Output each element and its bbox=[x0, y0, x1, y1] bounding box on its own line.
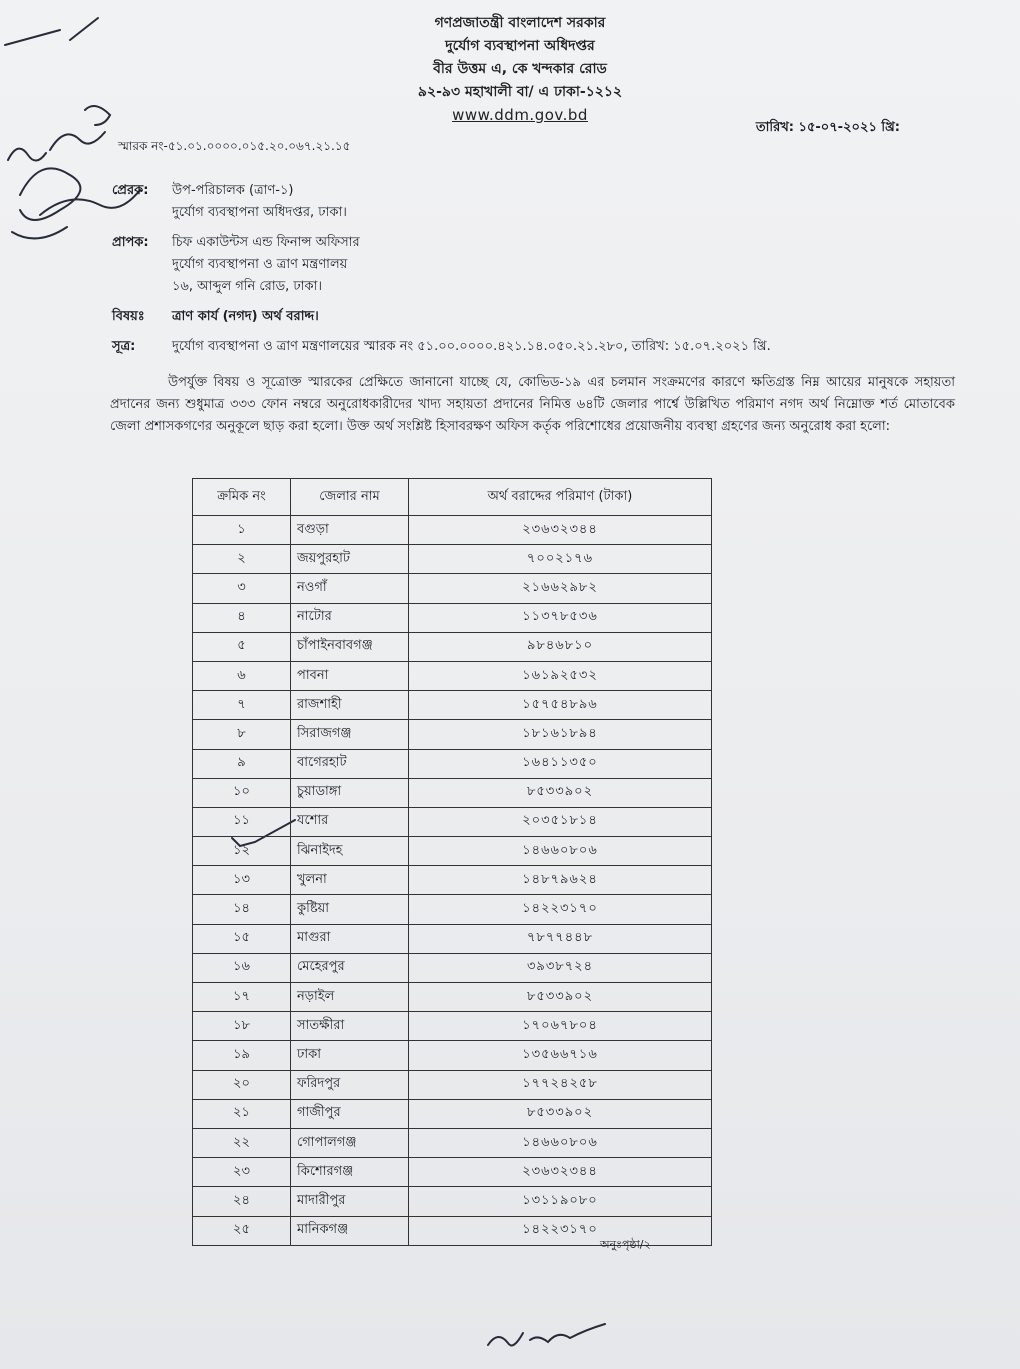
serial-cell: ৩ bbox=[193, 574, 291, 603]
amount-cell: ১৬৪১১৩৫০ bbox=[409, 749, 712, 778]
table-row bbox=[193, 924, 712, 953]
serial-cell: ১০ bbox=[193, 778, 291, 807]
serial-cell: ১ bbox=[193, 516, 291, 545]
table-row bbox=[193, 983, 712, 1012]
district-cell: গোপালগঞ্জ bbox=[291, 1128, 409, 1157]
serial-cell: ১৯ bbox=[193, 1041, 291, 1070]
serial-cell: ১৪ bbox=[193, 895, 291, 924]
serial-cell: ২২ bbox=[193, 1128, 291, 1157]
amount-cell: ১৪২২৩১৭০ bbox=[409, 895, 712, 924]
district-cell: বাগেরহাট bbox=[291, 749, 409, 778]
continuation-note: অনুঃপৃষ্ঠা/২ bbox=[600, 1238, 651, 1251]
recipient-block bbox=[172, 232, 360, 298]
serial-cell: ২০ bbox=[193, 1070, 291, 1099]
amount-cell: ১৪২২৩১৭০ bbox=[409, 1216, 712, 1245]
amount-cell: ১৭০৬৭৮০৪ bbox=[409, 1012, 712, 1041]
letter-date: তারিখ: ১৫-০৭-২০২১ খ্রি: bbox=[755, 120, 900, 135]
district-cell: ফরিদপুর bbox=[291, 1070, 409, 1099]
amount-cell: ৭৮৭৭৪৪৮ bbox=[409, 924, 712, 953]
serial-cell: ৫ bbox=[193, 632, 291, 661]
district-cell: মেহেরপুর bbox=[291, 953, 409, 982]
col-header-district: জেলার নাম bbox=[291, 479, 409, 516]
table-row bbox=[193, 866, 712, 895]
table-row bbox=[193, 545, 712, 574]
table-row bbox=[193, 807, 712, 836]
serial-cell: ১১ bbox=[193, 807, 291, 836]
subject-label: বিষয়ঃ bbox=[112, 309, 145, 324]
government-name: গণপ্রজাতন্ত্রী বাংলাদেশ সরকার bbox=[434, 15, 606, 31]
district-cell: নাটোর bbox=[291, 603, 409, 632]
district-cell: মানিকগঞ্জ bbox=[291, 1216, 409, 1245]
table-header-row bbox=[193, 479, 712, 516]
table-row bbox=[193, 1070, 712, 1099]
district-cell: কুষ্টিয়া bbox=[291, 895, 409, 924]
amount-cell: ১৬১৯২৫৩২ bbox=[409, 661, 712, 690]
amount-cell: ২১৬৬২৯৮২ bbox=[409, 574, 712, 603]
district-cell: গাজীপুর bbox=[291, 1099, 409, 1128]
district-cell: বগুড়া bbox=[291, 516, 409, 545]
serial-cell: ৪ bbox=[193, 603, 291, 632]
table-row bbox=[193, 749, 712, 778]
recipient-title: চিফ একাউন্টস এন্ড ফিনান্স অফিসার bbox=[172, 235, 360, 250]
amount-cell: ১৪৬৬০৮০৬ bbox=[409, 837, 712, 866]
district-cell: কিশোরগঞ্জ bbox=[291, 1158, 409, 1187]
letterhead bbox=[300, 12, 740, 127]
sender-office: দুর্যোগ ব্যবস্থাপনা অধিদপ্তর, ঢাকা। bbox=[172, 205, 347, 220]
table-row bbox=[193, 661, 712, 690]
amount-cell: ১৫৭৫৪৮৯৬ bbox=[409, 691, 712, 720]
serial-cell: ১৩ bbox=[193, 866, 291, 895]
table-row bbox=[193, 720, 712, 749]
table-row bbox=[193, 1099, 712, 1128]
signature-bottom bbox=[488, 1324, 605, 1345]
serial-cell: ১৬ bbox=[193, 953, 291, 982]
col-header-amount: অর্থ বরাদ্দের পরিমাণ (টাকা) bbox=[409, 479, 712, 516]
handwritten-note bbox=[8, 106, 110, 161]
sender-label: প্রেরক: bbox=[112, 183, 149, 198]
recipient-label: প্রাপক: bbox=[112, 235, 149, 250]
table-row bbox=[193, 953, 712, 982]
serial-cell: ৬ bbox=[193, 661, 291, 690]
amount-cell: ৮৫৩৩৯০২ bbox=[409, 983, 712, 1012]
memo-number: স্মারক নং-৫১.০১.০০০০.০১৫.২০.০৬৭.২১.১৫ bbox=[118, 139, 351, 153]
amount-cell: ২৩৬৩২৩৪৪ bbox=[409, 516, 712, 545]
amount-cell: ৭০০২১৭৬ bbox=[409, 545, 712, 574]
department-name: দুর্যোগ ব্যবস্থাপনা অধিদপ্তর bbox=[445, 38, 595, 54]
allocation-table bbox=[192, 478, 712, 1246]
amount-cell: ১৭৭২৪২৫৮ bbox=[409, 1070, 712, 1099]
table-row bbox=[193, 603, 712, 632]
amount-cell: ২০৩৫১৮১৪ bbox=[409, 807, 712, 836]
district-cell: ঢাকা bbox=[291, 1041, 409, 1070]
amount-cell: ১১৩৭৮৫৩৬ bbox=[409, 603, 712, 632]
district-cell: সিরাজগঞ্জ bbox=[291, 720, 409, 749]
amount-cell: ১৩১১৯০৮০ bbox=[409, 1187, 712, 1216]
serial-cell: ১৫ bbox=[193, 924, 291, 953]
district-cell: মাদারীপুর bbox=[291, 1187, 409, 1216]
address-line-2: ৯২-৯৩ মহাখালী বা/ এ ঢাকা-১২১২ bbox=[417, 84, 623, 100]
district-cell: চাঁপাইনবাবগঞ্জ bbox=[291, 632, 409, 661]
sender-block bbox=[172, 180, 347, 224]
table-row bbox=[193, 632, 712, 661]
amount-cell: ৯৮৪৬৮১০ bbox=[409, 632, 712, 661]
district-cell: নড়াইল bbox=[291, 983, 409, 1012]
address-line-1: বীর উত্তম এ, কে খন্দকার রোড bbox=[433, 61, 607, 77]
pen-stroke-top-left bbox=[5, 18, 98, 45]
serial-cell: ২৪ bbox=[193, 1187, 291, 1216]
table-row bbox=[193, 1158, 712, 1187]
serial-cell: ১৮ bbox=[193, 1012, 291, 1041]
amount-cell: ৩৯৩৮৭২৪ bbox=[409, 953, 712, 982]
district-cell: চুয়াডাঙ্গা bbox=[291, 778, 409, 807]
reference-text: দুর্যোগ ব্যবস্থাপনা ও ত্রাণ মন্ত্রণালয়ের স্মারক নং ৫১.০০.০০০০.৪২১.১৪.০৫০.২১.২৮০, তারিখ: ১৫.০৭.২০২১ খ্রি. bbox=[172, 339, 771, 354]
district-cell: সাতক্ষীরা bbox=[291, 1012, 409, 1041]
body-paragraph: উপর্যুক্ত বিষয় ও সূত্রোক্ত স্মারকের প্রেক্ষিতে জানানো যাচ্ছে যে, কোভিড-১৯ এর চলমান সংক্রমণের কারণে ক্ষতিগ্রস্ত নিম্ন আয়ের মানুষকে সহায়তা প্রদানের জন্য শুধুমাত্র ৩৩৩ ফোন নম্বরে অনুরোধকারীদের খাদ্য সহায়তা প্রদানের নিমিত্ত ৬৪টি জেলার পার্শ্বে উল্লিখিত পরিমাণ নগদ অর্থ নিম্নোক্ত শর্ত মোতাবেক জেলা প্রশাসকগণের অনুকূলে ছাড় করা হলো। উক্ত অর্থ সংশ্লিষ্ট হিসাবরক্ষণ অফিস কর্তৃক পরিশোধের প্রয়োজনীয় ব্যবস্থা গ্রহণের জন্য অনুরোধ করা হলো: bbox=[110, 375, 955, 434]
serial-cell: ১২ bbox=[193, 837, 291, 866]
district-cell: রাজশাহী bbox=[291, 691, 409, 720]
serial-cell: ২১ bbox=[193, 1099, 291, 1128]
table-row bbox=[193, 1012, 712, 1041]
district-cell: মাগুরা bbox=[291, 924, 409, 953]
website-link[interactable]: www.ddm.gov.bd bbox=[452, 106, 588, 124]
sender-title: উপ-পরিচালক (ত্রাণ-১) bbox=[172, 183, 294, 198]
serial-cell: ৯ bbox=[193, 749, 291, 778]
amount-cell: ১৪৮৭৯৬২৪ bbox=[409, 866, 712, 895]
serial-cell: ২৩ bbox=[193, 1158, 291, 1187]
amount-cell: ১৪৬৬০৮০৬ bbox=[409, 1128, 712, 1157]
serial-cell: ৮ bbox=[193, 720, 291, 749]
table-row bbox=[193, 516, 712, 545]
serial-cell: ২৫ bbox=[193, 1216, 291, 1245]
amount-cell: ২৩৬৩২৩৪৪ bbox=[409, 1158, 712, 1187]
serial-cell: ৭ bbox=[193, 691, 291, 720]
table-row bbox=[193, 691, 712, 720]
serial-cell: ১৭ bbox=[193, 983, 291, 1012]
table-row bbox=[193, 1187, 712, 1216]
table-row bbox=[193, 837, 712, 866]
amount-cell: ৮৫৩৩৯০২ bbox=[409, 1099, 712, 1128]
col-header-serial: ক্রমিক নং bbox=[193, 479, 291, 516]
table-row bbox=[193, 1041, 712, 1070]
district-cell: ঝিনাইদহ bbox=[291, 837, 409, 866]
amount-cell: ১৮১৬১৮৯৪ bbox=[409, 720, 712, 749]
table-row bbox=[193, 1128, 712, 1157]
signature-scribble bbox=[12, 168, 140, 238]
table-row bbox=[193, 574, 712, 603]
recipient-ministry: দুর্যোগ ব্যবস্থাপনা ও ত্রাণ মন্ত্রণালয় bbox=[172, 257, 348, 272]
subject-text: ত্রাণ কার্য (নগদ) অর্থ বরাদ্দ। bbox=[172, 309, 319, 324]
district-cell: যশোর bbox=[291, 807, 409, 836]
table-body bbox=[193, 516, 712, 1246]
amount-cell: ৮৫৩৩৯০২ bbox=[409, 778, 712, 807]
table-row bbox=[193, 778, 712, 807]
amount-cell: ১৩৫৬৬৭১৬ bbox=[409, 1041, 712, 1070]
recipient-address: ১৬, আব্দুল গনি রোড, ঢাকা। bbox=[172, 279, 323, 294]
district-cell: জয়পুরহাট bbox=[291, 545, 409, 574]
district-cell: পাবনা bbox=[291, 661, 409, 690]
district-cell: নওগাঁ bbox=[291, 574, 409, 603]
serial-cell: ২ bbox=[193, 545, 291, 574]
district-cell: খুলনা bbox=[291, 866, 409, 895]
reference-label: সূত্র: bbox=[112, 339, 136, 354]
table-row bbox=[193, 895, 712, 924]
